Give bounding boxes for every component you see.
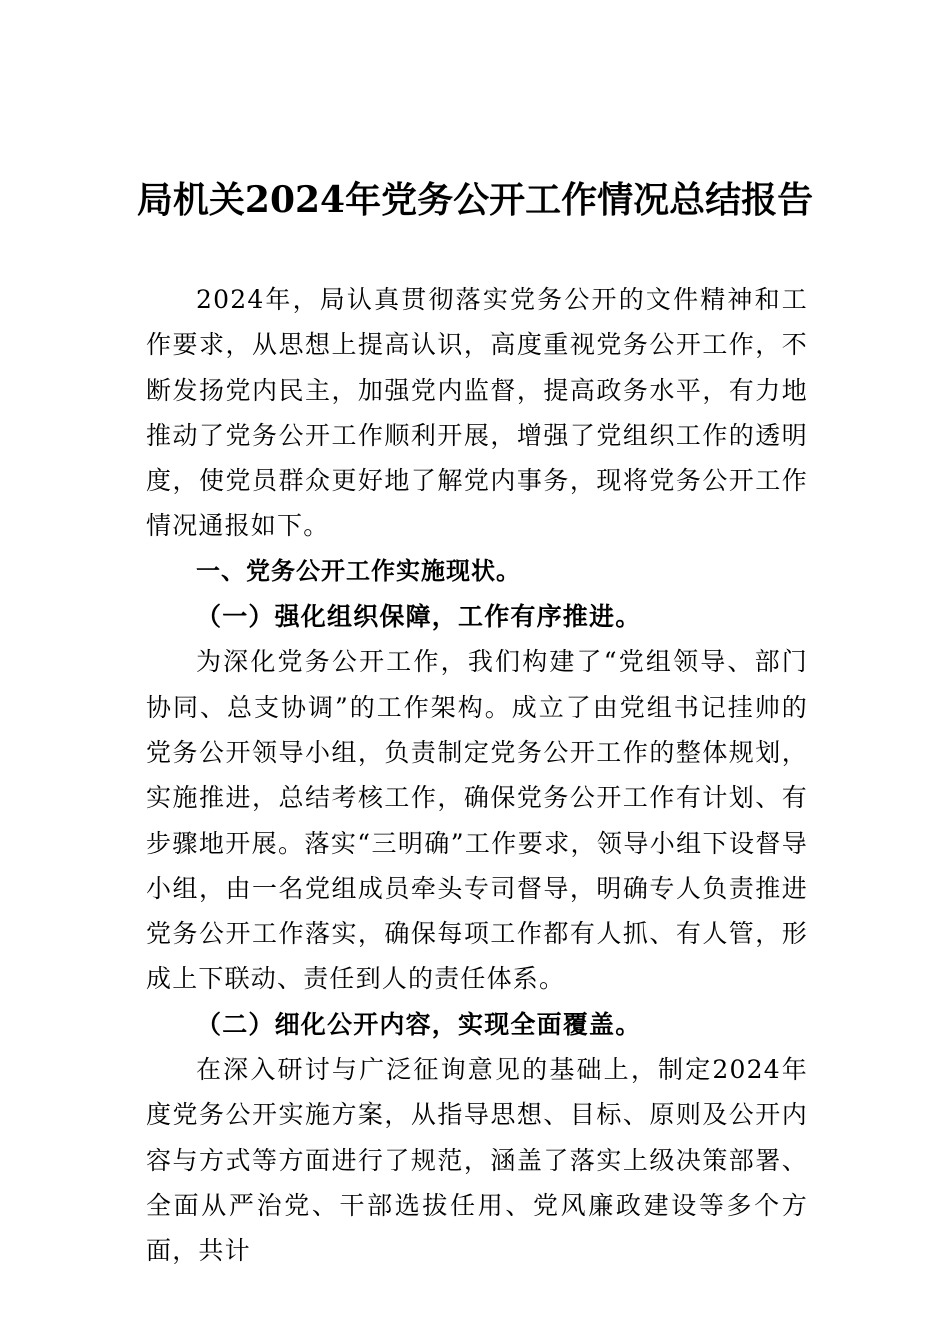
subsection-2-paragraph: 在深入研讨与广泛征询意见的基础上，制定2024年度党务公开实施方案，从指导思想、目标、原则及公开内容与方式等方面进行了规范，涵盖了落实上级决策部署、全面从严治党、干部选拔任用、党风廉政建设等多个方面，共计 bbox=[146, 1055, 808, 1266]
document-title: 局机关2024年党务公开工作情况总结报告 bbox=[136, 179, 814, 221]
document-body bbox=[146, 277, 808, 1274]
intro-paragraph: 2024年，局认真贯彻落实党务公开的文件精神和工作要求，从思想上提高认识，高度重视党务公开工作，不断发扬党内民主，加强党内监督，提高政务水平，有力地推动了党务公开工作顺利开展，增强了党组织工作的透明度，使党员群众更好地了解党内事务，现将党务公开工作情况通报如下。 bbox=[146, 285, 808, 541]
section-1-heading: 一、党务公开工作实施现状。 bbox=[196, 556, 521, 585]
subsection-1-paragraph: 为深化党务公开工作，我们构建了“党组领导、部门协同、总支协调”的工作架构。成立了由党组书记挂帅的党务公开领导小组，负责制定党务公开工作的整体规划，实施推进，总结考核工作，确保党务公开工作有计划、有步骤地开展。落实“三明确”工作要求，领导小组下设督导小组，由一名党组成员牵头专司督导，明确专人负责推进党务公开工作落实，确保每项工作都有人抓、有人管，形成上下联动、责任到人的责任体系。 bbox=[146, 647, 808, 994]
subsection-1-heading: （一）强化组织保障，工作有序推进。 bbox=[196, 602, 642, 632]
subsection-2-heading: （二）细化公开内容，实现全面覆盖。 bbox=[196, 1009, 642, 1039]
